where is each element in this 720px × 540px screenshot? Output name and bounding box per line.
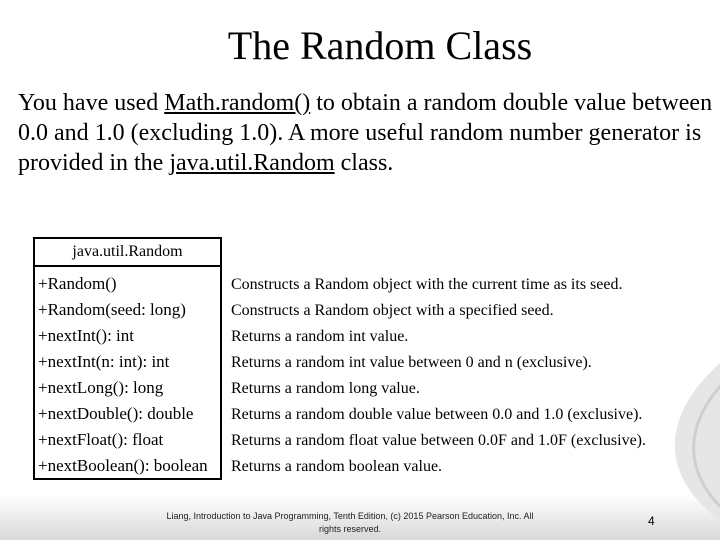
member-description: Returns a random int value. [231,328,409,345]
uml-member: +Random() [38,274,117,293]
intro-text-1: You have used [18,90,165,116]
java-util-random-link: java.util.Random [169,150,335,176]
uml-member: +nextLong(): long [38,378,164,397]
uml-member: +nextBoolean(): boolean [38,456,208,475]
footer-credit [140,510,560,536]
member-description: Constructs a Random object with a specified seed. [231,302,554,319]
uml-member: +nextDouble(): double [38,404,194,423]
math-random-link: Math.random() [164,90,311,116]
member-description: Returns a random float value between 0.0F and 1.0F (exclusive). [231,432,646,449]
intro-text-3: class. [334,150,394,176]
member-description: Returns a random boolean value. [231,458,443,475]
page-number: 4 [648,514,655,528]
footer-line-2: rights reserved. [318,524,382,534]
intro-text-2: to obtain a random double value between 0.0 and 1.0 (excluding 1.0). A more useful random number generator is provided in the [18,90,713,176]
uml-class-name: java.util.Random [35,239,220,267]
footer-line-1: Liang, Introduction to Java Programming, Tenth Edition, (c) 2015 Pearson Education, Inc. All [166,511,534,521]
member-description: Returns a random int value between 0 and n (exclusive). [231,354,592,371]
slide-title: The Random Class [227,23,533,68]
intro-paragraph [18,88,718,178]
member-description: Returns a random long value. [231,380,420,397]
uml-member: +nextFloat(): float [38,430,164,449]
member-description: Returns a random double value between 0.0 and 1.0 (exclusive). [231,406,643,423]
uml-class-box [33,237,222,480]
member-description: Constructs a Random object with the current time as its seed. [231,276,623,293]
uml-member: +nextInt(): int [38,326,134,345]
uml-member: +nextInt(n: int): int [38,352,170,371]
uml-member: +Random(seed: long) [38,300,186,319]
